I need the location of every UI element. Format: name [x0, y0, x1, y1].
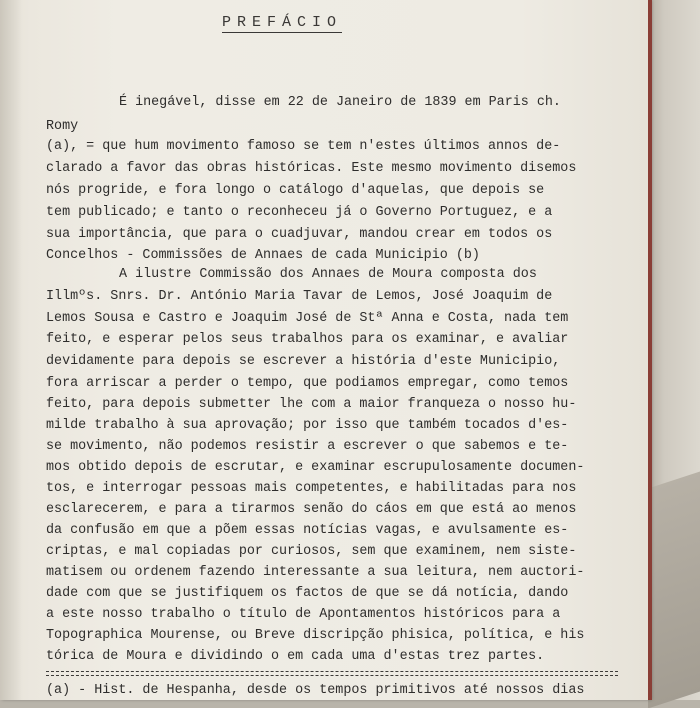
text-line: Romy: [46, 119, 79, 134]
text-line: criptas, e mal copiadas por curiosos, sem que examinem, nem siste-: [46, 544, 577, 559]
text-line: Illmºs. Snrs. Dr. António Maria Tavar de Lemos, José Joaquim de: [46, 289, 553, 304]
text-line: matisem ou ordenem fazendo interessante a sua leitura, nem auctori-: [46, 565, 585, 580]
text-line: Lemos Sousa e Castro e Joaquim José de Stª Anna e Costa, nada tem: [46, 311, 569, 326]
text-line: nós progride, e fora longo o catálogo d'aquelas, que depois se: [46, 183, 545, 198]
text-line: clarado a favor das obras históricas. Este mesmo movimento disemos: [46, 161, 577, 176]
footnote: (a) - Hist. de Hespanha, desde os tempos primitivos até nossos dias: [46, 683, 585, 698]
text-line: dade com que se justifiquem os factos de que se dá notícia, dando: [46, 586, 569, 601]
text-line: sua importância, que para o cuadjuvar, mandou crear em todos os: [46, 227, 553, 242]
text-line: a este nosso trabalho o título de Apontamentos históricos para a: [46, 607, 561, 622]
text-line: Concelhos - Commissões de Annaes de cada Municipio (b): [46, 248, 480, 263]
text-line: esclarecerem, e para a tirarmos senão do cáos em que está ao menos: [46, 502, 577, 517]
text-line: milde trabalho à sua aprovação; por isso que também tocados d'es-: [46, 418, 569, 433]
text-line: Topographica Mourense, ou Breve discripção phisica, política, e his: [46, 628, 585, 643]
page-title: PREFÁCIO: [222, 14, 343, 31]
text-line: da confusão em que a põem essas notícias vagas, e avulsamente es-: [46, 523, 569, 538]
background-shadow: [648, 472, 700, 708]
text-line: tos, e interrogar pessoas mais competentes, e habilitadas para nos: [46, 481, 577, 496]
footnote-divider: [46, 675, 618, 676]
text-line: tem publicado; e tanto o reconheceu já o Governo Portuguez, e a: [46, 205, 553, 220]
text-line: É inegável, disse em 22 de Janeiro de 1839 em Paris ch.: [119, 95, 561, 110]
text-line: tórica de Moura e dividindo o em cada uma d'estas trez partes.: [46, 649, 545, 664]
text-line: (a), = que hum movimento famoso se tem n'estes últimos annos de-: [46, 139, 561, 154]
text-line: devidamente para depois se escrever a história d'este Municipio,: [46, 354, 561, 369]
text-line: mos obtido depois de escrutar, e examinar escrupulosamente documen-: [46, 460, 585, 475]
text-line: se movimento, não podemos resistir a escrever o que sabemos e te-: [46, 439, 569, 454]
footnote-divider: [46, 671, 618, 672]
text-line: feito, para depois submetter lhe com a maior franqueza o nosso hu-: [46, 397, 577, 412]
text-line: A ilustre Commissão dos Annaes de Moura composta dos: [119, 267, 537, 282]
text-line: fora arriscar a perder o tempo, que podiamos empregar, como temos: [46, 376, 569, 391]
text-line: feito, e esperar pelos seus trabalhos para os examinar, e avaliar: [46, 332, 569, 347]
